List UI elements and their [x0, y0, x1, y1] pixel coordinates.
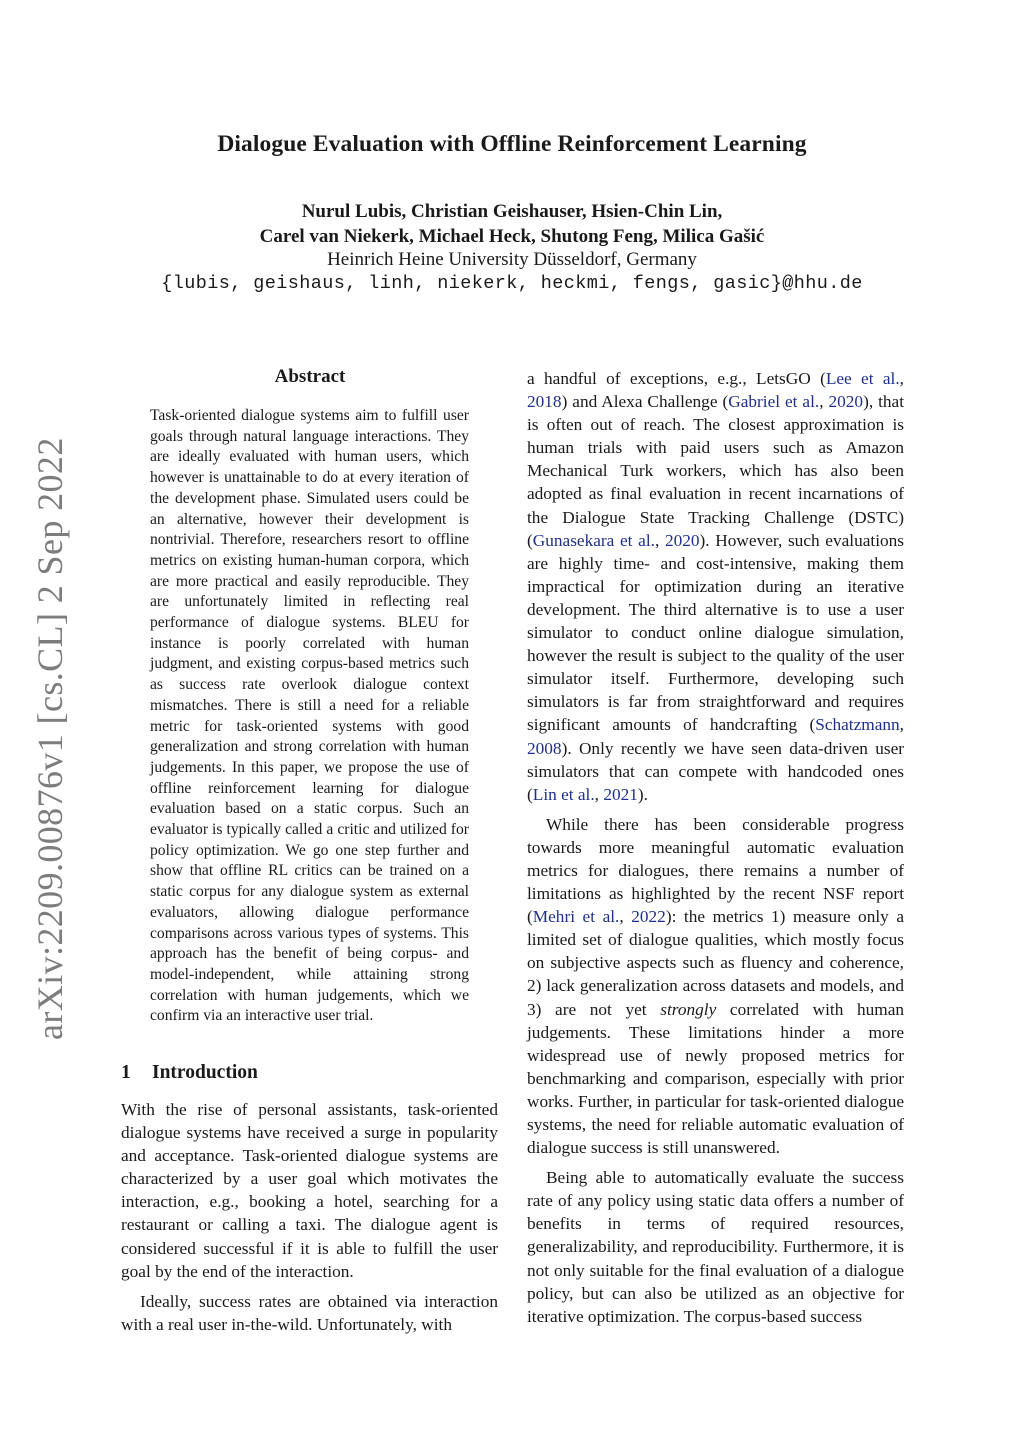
citation-link[interactable]: 2008 — [527, 738, 562, 758]
section-number: 1 — [121, 1062, 131, 1083]
section-title: Introduction — [152, 1062, 258, 1083]
text-span: ) and Alexa Challenge ( — [561, 392, 729, 412]
abstract-text: Task-oriented dialogue systems aim to fulfill user goals through natural language interactions. They are ideally evaluated with human users, which however is unattainable to do at every iteration of the development phase. Simulated users could be an alternative, however their development is nontrivial. Therefore, researchers resort to offline metrics on existing human-human corpora, which are more practical and easily reproducible. They are unfortunately limited in reflecting real performance of dialogue systems. BLEU for instance is poorly correlated with human judgment, and existing corpus-based metrics such as success rate overlook dialogue context mismatches. There is still a need for a reliable metric for task-oriented systems with good generalization and strong correlation with human judgements. In this paper, we propose the use of offline reinforcement learning for dialogue evaluation based on a static corpus. Such an evaluator is typically called a critic and utilized for policy optimization. We go one step further and show that offline RL critics can be trained on a static corpus for any dialogue system as external evaluators, allowing dialogue performance comparisons across various types of systems. This approach has the benefit of being corpus- and model-independent, while attaining strong correlation with human judgements, which we confirm via an interactive user trial. — [150, 407, 469, 1025]
emphasis: strongly — [660, 999, 717, 1019]
citation-link[interactable]: Mehri et al. — [532, 907, 620, 927]
text-span: , — [594, 784, 604, 804]
citation-link[interactable]: Lee et al. — [825, 369, 900, 388]
intro-paragraph-2: Ideally, success rates are obtained via interaction with a real user in-the-wild. Unfortunately, with — [121, 1291, 498, 1334]
text-span: ). — [637, 784, 648, 804]
citation-link[interactable]: 2020 — [664, 530, 700, 550]
citation-link[interactable]: Schatzmann — [815, 715, 900, 735]
text-span: ). Only recently we have seen data-driven user simulators that can compete with handcoded ones ( — [527, 738, 904, 804]
abstract-heading: Abstract — [274, 366, 346, 387]
text-span: ): the metrics 1) measure only a limited set of dialogue qualities, which mostly focus on subjective aspects such as fluency and coherence, 2) lack generalization across datasets and models, and 3) are not yet — [527, 907, 905, 1019]
section-heading-introduction — [121, 1062, 258, 1084]
affiliation: Heinrich Heine University Düsseldorf, Germany — [327, 249, 697, 270]
text-span: , — [899, 369, 904, 388]
author-emails: {lubis, geishaus, linh, niekerk, heckmi, fengs, gasic}@hhu.de — [161, 273, 863, 294]
citation-link[interactable]: Gabriel et al. — [728, 392, 820, 412]
right-paragraph-3: Being able to automatically evaluate the success rate of any policy using static data offers a number of benefits in terms of required resources, generalizability, and reproducibility. Furthermore, it is not only suitable for the final evaluation of a dialogue policy, but can also be utilized as an objective for iterative optimization. The corpus-based success — [527, 1168, 904, 1326]
citation-link[interactable]: Lin et al. — [532, 784, 595, 804]
citation-link[interactable]: Gunasekara et al. — [532, 530, 655, 550]
text-span: a handful of exceptions, e.g., LetsGO ( — [527, 369, 826, 388]
text-span: ), that is often out of reach. The closest approximation is human trials with paid users such as Amazon Mechanical Turk workers, which has also been adopted as final evaluation in recent incarnations of the Dialogue State Tracking Challenge (DSTC) ( — [527, 392, 905, 550]
authors-line-2: Carel van Niekerk, Michael Heck, Shutong Feng, Milica Gašić — [259, 226, 765, 247]
citation-link[interactable]: 2018 — [527, 392, 562, 412]
citation-link[interactable]: 2020 — [828, 392, 864, 412]
left-column-body — [121, 1098, 498, 1336]
text-span: , — [619, 907, 632, 927]
intro-paragraph-1: With the rise of personal assistants, task-oriented dialogue systems have received a surge in popularity and acceptance. Task-oriented dialogue systems are characterized by a user goal which motivates the interaction, e.g., booking a hotel, searching for a restaurant or calling a taxi. The dialogue agent is considered successful if it is able to fulfill the user goal by the end of the interaction. — [121, 1100, 498, 1281]
text-span: ). However, such evaluations are highly time- and cost-intensive, making them impractical for optimization during an iterative development. The third alternative is to use a user simulator to conduct online dialogue simulation, however the result is subject to the quality of the user simulator itself. Furthermore, developing such simulators is far from straightforward and requires significant amounts of handcrafting ( — [527, 530, 905, 735]
right-paragraph-2 — [527, 813, 904, 1159]
arxiv-identifier: arXiv:2209.00876v1 [cs.CL] 2 Sep 2022 — [30, 437, 70, 1040]
text-span: correlated with human judgements. These limitations hinder a more widespread use of newly proposed metrics for benchmarking and comparison, especially with prior works. Further, in particular for task-oriented dialogue systems, the need for reliable automatic evaluation of dialogue success is still unanswered. — [527, 999, 905, 1158]
text-span: , — [654, 530, 665, 550]
text-span: , — [819, 392, 829, 412]
citation-link[interactable]: 2022 — [631, 907, 666, 927]
text-span: , — [899, 715, 904, 735]
right-paragraph-1 — [527, 367, 904, 806]
citation-link[interactable]: 2021 — [603, 784, 638, 804]
right-column-body — [527, 367, 904, 1328]
paper-title: Dialogue Evaluation with Offline Reinforcement Learning — [217, 131, 807, 157]
text-span: While there has been considerable progress towards more meaningful automatic evaluation metrics for dialogues, there remains a number of limitations as highlighted by the recent NSF report ( — [527, 814, 904, 927]
authors-line-1: Nurul Lubis, Christian Geishauser, Hsien-Chin Lin, — [301, 201, 723, 222]
